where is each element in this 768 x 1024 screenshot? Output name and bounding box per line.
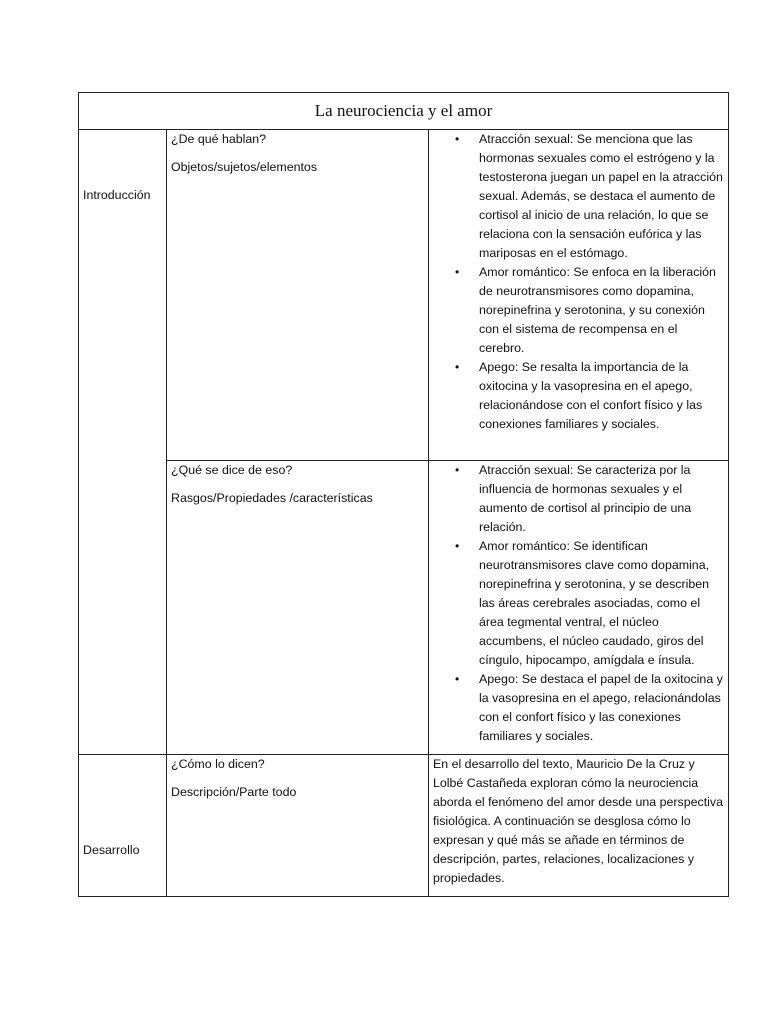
answer-cell [429,130,729,461]
list-item-text: Amor romántico: Se enfoca en la liberación de neurotransmisores como dopamina, norepinefrina y serotonina, y su conexión con el sistema de recompensa en el cerebro. [479,265,716,355]
question-cell [167,755,429,897]
list-item-text: Amor romántico: Se identifican neurotransmisores clave como dopamina, norepinefrina y serotonina, y se describen las áreas cerebrales asociadas, como el área tegmental ventral, el núcleo accumbens, el núcleo caudado, giros del cíngulo, hipocampo, amígdala e ínsula. [479,539,710,667]
list-item [433,358,724,434]
answer-cell [429,755,729,897]
answer-paragraph: En el desarrollo del texto, Mauricio De la Cruz y Lolbé Castañeda exploran cómo la neurociencia aborda el fenómeno del amor desde una perspectiva fisiológica. A continuación se desglosa cómo lo expresan y qué más se añade en términos de descripción, partes, relaciones, localizaciones y propiedades. [433,757,723,885]
question-text: ¿Qué se dice de eso? [171,463,293,477]
title-row [79,93,729,130]
list-item [433,537,724,670]
list-item [433,263,724,358]
subquestion-text: Rasgos/Propiedades /características [171,491,373,505]
subquestion-text: Descripción/Parte todo [171,785,297,799]
list-item-text: Atracción sexual: Se menciona que las hormonas sexuales como el estrógeno y la testosterona juegan un papel en la atracción sexual. Además, se destaca el aumento de cortisol al inicio de una relación, lo que se relaciona con la sensación eufórica y las mariposas en el estómago. [479,132,723,260]
answer-cell [429,461,729,755]
table-row [79,755,729,897]
bullet-icon: • [455,132,460,146]
bullet-icon: • [455,672,460,686]
bullet-list [433,130,724,434]
list-item [433,461,724,537]
list-item-text: Apego: Se destaca el papel de la oxitocina y la vasopresina en el apego, relacionándolas con el confort físico y las conexiones familiares y sociales. [479,672,723,743]
table-row [79,461,729,755]
subquestion-text: Objetos/sujetos/elementos [171,160,318,174]
document-table [78,92,729,897]
bullet-icon: • [455,265,460,279]
table-row [79,130,729,461]
list-item [433,670,724,746]
list-item-text: Apego: Se resalta la importancia de la oxitocina y la vasopresina en el apego, relacionándose con el confort físico y las conexiones familiares y sociales. [479,360,703,431]
question-cell [167,461,429,755]
bullet-icon: • [455,360,460,374]
bullet-list [433,461,724,746]
section-label-desarrollo: Desarrollo [79,755,167,897]
question-text: ¿Cómo lo dicen? [171,757,265,771]
list-item-text: Atracción sexual: Se caracteriza por la influencia de hormonas sexuales y el aumento de cortisol al principio de una relación. [479,463,692,534]
document-title: La neurociencia y el amor [79,93,729,130]
section-label-introduccion: Introducción [79,130,167,755]
bullet-icon: • [455,539,460,553]
list-item [433,130,724,263]
bullet-icon: • [455,463,460,477]
question-text: ¿De qué hablan? [171,132,267,146]
question-cell [167,130,429,461]
